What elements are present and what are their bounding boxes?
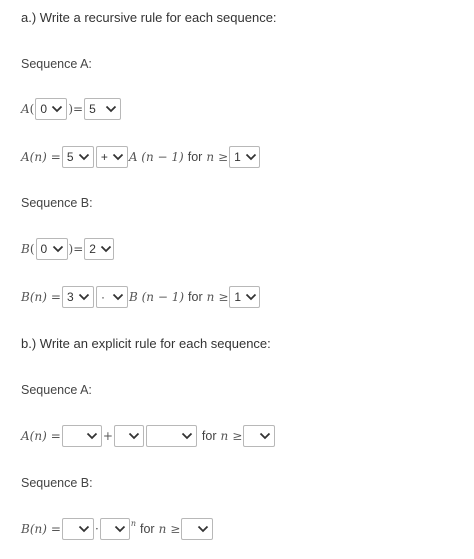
seq-a-base-rule: [21, 97, 122, 121]
seq-b-recursive-rule: [21, 285, 261, 309]
exponent-n: n: [130, 518, 136, 528]
open-paren: (: [29, 102, 35, 116]
select-value: +: [100, 150, 108, 164]
n-variable: n: [220, 429, 229, 443]
chevron-down-icon: [105, 105, 117, 113]
coefficient-select[interactable]: [62, 286, 94, 308]
ge-sign: ≥: [170, 522, 181, 536]
sequence-b-label-b: Sequence B:: [21, 476, 93, 490]
for-label: for: [188, 290, 203, 304]
select-value: 5: [89, 102, 96, 116]
sequence-a-label-b: Sequence A:: [21, 383, 92, 397]
dot-operator: ·: [94, 522, 99, 536]
seq-b-base-rule: [21, 237, 115, 261]
coefficient-select[interactable]: [114, 425, 144, 447]
ge-sign: ≥: [218, 150, 229, 164]
chevron-down-icon: [245, 153, 257, 161]
chevron-down-icon: [259, 432, 271, 440]
select-value: 5: [66, 150, 74, 164]
select-value: ·: [100, 290, 105, 304]
coefficient-select[interactable]: [62, 518, 94, 540]
plus-sign: +: [102, 429, 113, 443]
for-label: for: [139, 522, 155, 536]
equals-sign: =: [50, 150, 61, 164]
n-start-select[interactable]: [229, 146, 260, 168]
equals-sign: =: [50, 522, 61, 536]
recursive-term: B (n − 1): [128, 290, 185, 304]
fn-name: A: [21, 102, 30, 116]
index-select[interactable]: [36, 238, 68, 260]
for-label: for: [201, 429, 217, 443]
lhs: B(n): [21, 290, 47, 304]
ge-sign: ≥: [232, 429, 243, 443]
chevron-down-icon: [112, 293, 124, 301]
lhs: B(n): [21, 522, 47, 536]
select-value: 0: [40, 102, 48, 116]
part-a-heading: a.) Write a recursive rule for each sequence:: [21, 10, 277, 25]
n-start-select[interactable]: [181, 518, 213, 540]
coefficient-select[interactable]: [62, 146, 94, 168]
close-paren-equals: )=: [68, 102, 84, 116]
chevron-down-icon: [112, 153, 124, 161]
lhs: A(n): [21, 150, 47, 164]
seq-a-recursive-rule: [21, 145, 261, 169]
sequence-b-label: Sequence B:: [21, 196, 93, 210]
n-start-select[interactable]: [229, 286, 260, 308]
equals-sign: =: [50, 429, 61, 443]
for-label: for: [187, 150, 203, 164]
chevron-down-icon: [114, 525, 126, 533]
select-value: 0: [40, 242, 48, 256]
chevron-down-icon: [78, 293, 90, 301]
recursive-term: A (n − 1): [128, 150, 184, 164]
index-select[interactable]: [35, 98, 67, 120]
chevron-down-icon: [128, 432, 140, 440]
select-value: 3: [66, 290, 74, 304]
chevron-down-icon: [51, 105, 63, 113]
close-paren-equals: )=: [68, 242, 84, 256]
chevron-down-icon: [78, 525, 90, 533]
n-variable: n: [206, 290, 215, 304]
select-value: 1: [234, 150, 241, 164]
chevron-down-icon: [52, 245, 64, 253]
select-value: 1: [234, 290, 242, 304]
n-variable: n: [158, 522, 167, 536]
chevron-down-icon: [100, 245, 112, 253]
term-select[interactable]: [146, 425, 197, 447]
chevron-down-icon: [78, 153, 90, 161]
open-paren: (: [29, 242, 35, 256]
seq-a-explicit-rule: [21, 424, 276, 448]
n-variable: n: [206, 150, 215, 164]
value-select[interactable]: [84, 238, 114, 260]
operator-select[interactable]: [96, 146, 128, 168]
chevron-down-icon: [86, 432, 98, 440]
part-b-heading: b.) Write an explicit rule for each sequence:: [21, 336, 271, 351]
fn-name: B: [21, 242, 30, 256]
ge-sign: ≥: [218, 290, 229, 304]
equals-sign: =: [50, 290, 61, 304]
chevron-down-icon: [197, 525, 209, 533]
n-start-select[interactable]: [243, 425, 275, 447]
constant-select[interactable]: [62, 425, 102, 447]
sequence-a-label: Sequence A:: [21, 57, 92, 71]
operator-select[interactable]: [96, 286, 128, 308]
chevron-down-icon: [245, 293, 257, 301]
value-select[interactable]: [84, 98, 121, 120]
select-value: 2: [89, 242, 96, 256]
chevron-down-icon: [181, 432, 193, 440]
base-select[interactable]: [100, 518, 130, 540]
seq-b-explicit-rule: [21, 517, 214, 541]
lhs: A(n): [21, 429, 47, 443]
